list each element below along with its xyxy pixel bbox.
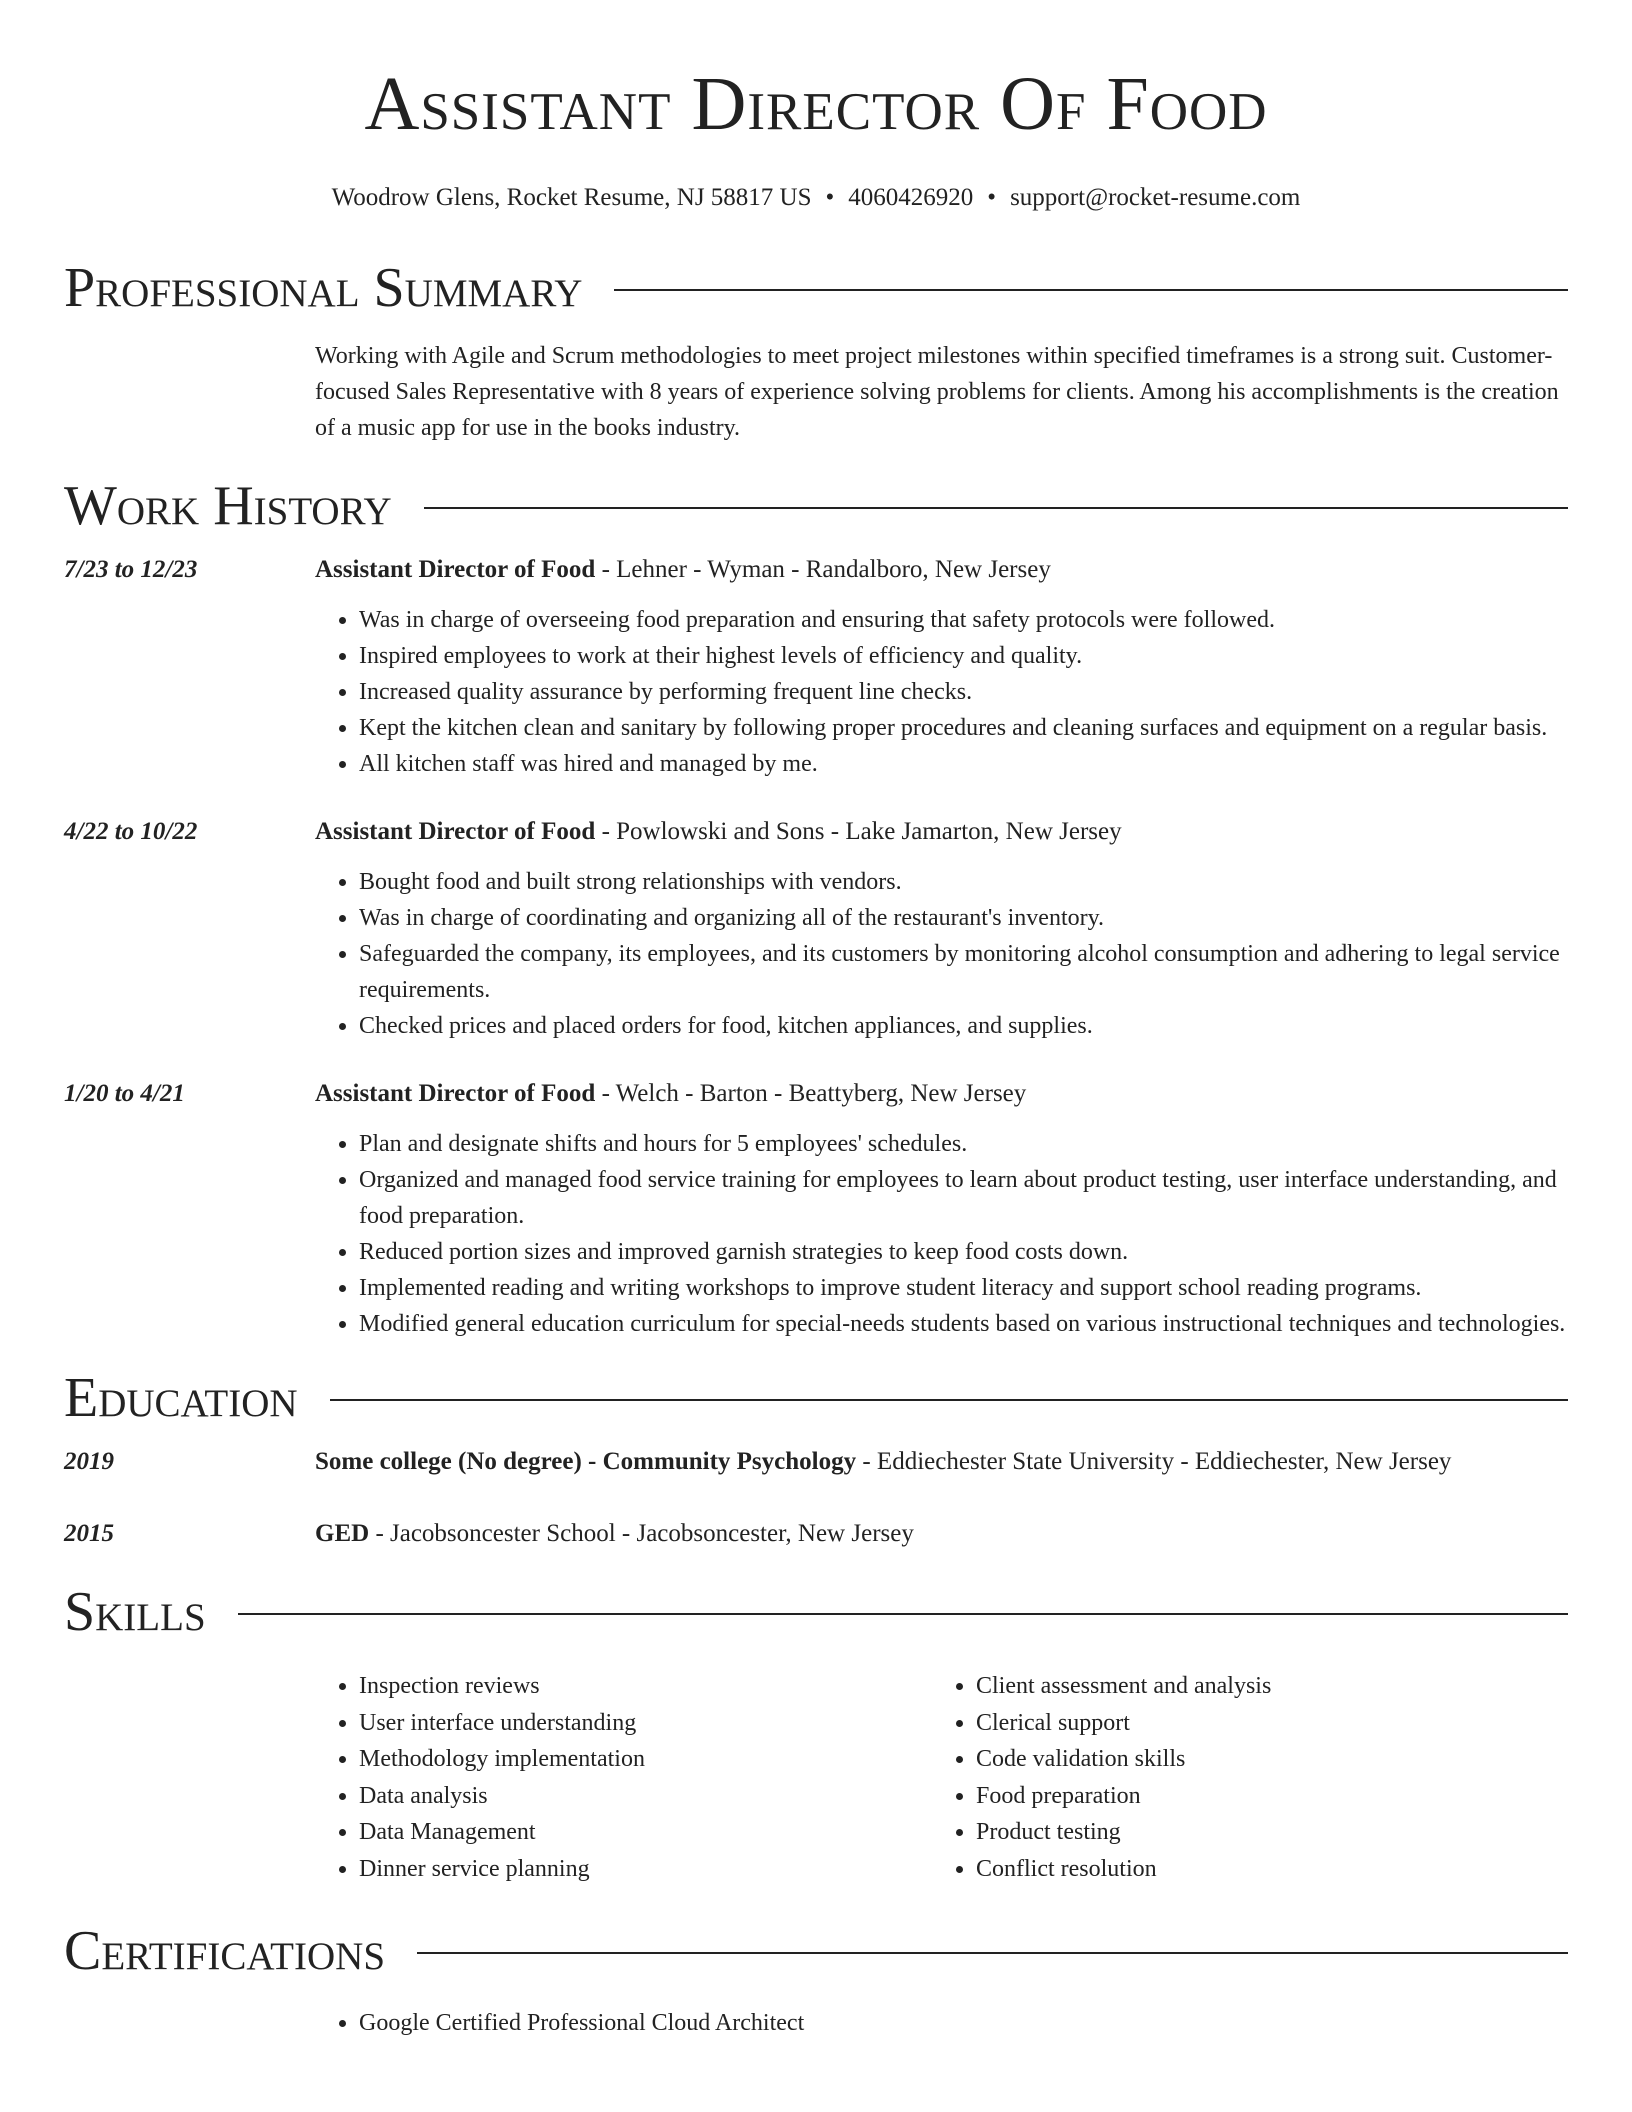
job-heading xyxy=(315,552,1568,588)
skills-left-spacer xyxy=(64,1668,315,1887)
list-item: • Product testing xyxy=(976,1814,1549,1851)
section-title-summary: Professional Summary xyxy=(64,257,583,319)
job-employer: - Powlowski and Sons - Lake Jamarton, New Jersey xyxy=(595,818,1122,845)
list-item: • Organized and managed food service training for employees to learn about product testing, user interface understanding, and food preparation. xyxy=(359,1162,1568,1234)
list-item: • All kitchen staff was hired and managed by me. xyxy=(359,746,1568,782)
summary-section xyxy=(64,256,1568,446)
job-entry xyxy=(64,814,1568,1044)
job-dates: 4/22 to 10/22 xyxy=(64,818,198,845)
job-bullets xyxy=(315,864,1568,1044)
list-item: • Methodology implementation xyxy=(359,1741,932,1778)
skills-column-right xyxy=(932,1668,1549,1887)
certifications-row xyxy=(64,2005,1568,2041)
job-entry xyxy=(64,1076,1568,1342)
job-employer: - Welch - Barton - Beattyberg, New Jersey xyxy=(595,1080,1027,1107)
skills-grid xyxy=(315,1668,1568,1887)
education-entry xyxy=(64,1444,1568,1480)
section-header xyxy=(64,256,1568,320)
section-header xyxy=(64,474,1568,538)
job-dates: 7/23 to 12/23 xyxy=(64,556,198,583)
education-school: - Eddiechester State University - Eddiechester, New Jersey xyxy=(856,1448,1452,1475)
education-degree: Some college (No degree) - Community Psychology xyxy=(315,1448,857,1475)
skills-section xyxy=(64,1580,1568,1887)
list-item: • Increased quality assurance by performing frequent line checks. xyxy=(359,674,1568,710)
list-item: • Safeguarded the company, its employees, and its customers by monitoring alcohol consumption and adhering to legal service requirements. xyxy=(359,936,1568,1008)
summary-row xyxy=(64,338,1568,446)
skills-row xyxy=(64,1668,1568,1887)
education-year: 2019 xyxy=(64,1448,114,1475)
work-history-section xyxy=(64,474,1568,1342)
list-item: • Conflict resolution xyxy=(976,1851,1549,1888)
resume-header xyxy=(64,0,1568,214)
section-divider xyxy=(614,289,1568,291)
section-title-education: Education xyxy=(64,1367,298,1429)
summary-text: Working with Agile and Scrum methodologies to meet project milestones within specified timeframes is a strong suit. Customer-focused Sales Representative with 8 years of experience solving problems for clients. Among his accomplishments is the creation of a music app for use in the books industry. xyxy=(315,343,1559,441)
contact-email: support@rocket-resume.com xyxy=(1010,184,1301,211)
list-item: • Plan and designate shifts and hours for 5 employees' schedules. xyxy=(359,1126,1568,1162)
section-header xyxy=(64,1919,1568,1983)
section-header xyxy=(64,1366,1568,1430)
candidate-name: Assistant Director Of Food xyxy=(364,62,1268,146)
education-heading xyxy=(315,1516,1568,1552)
list-item: • Was in charge of overseeing food preparation and ensuring that safety protocols were followed. xyxy=(359,602,1568,638)
job-employer: - Lehner - Wyman - Randalboro, New Jersey xyxy=(595,556,1051,583)
job-dates: 1/20 to 4/21 xyxy=(64,1080,185,1107)
list-item: • Was in charge of coordinating and organizing all of the restaurant's inventory. xyxy=(359,900,1568,936)
list-item: • Food preparation xyxy=(976,1778,1549,1815)
list-item: • Dinner service planning xyxy=(359,1851,932,1888)
job-bullets xyxy=(315,1126,1568,1342)
list-item: • User interface understanding xyxy=(359,1705,932,1742)
list-item: • Data Management xyxy=(359,1814,932,1851)
education-degree: GED xyxy=(315,1520,370,1547)
summary-left-spacer xyxy=(64,338,315,446)
certifications-section xyxy=(64,1919,1568,2041)
contact-line xyxy=(64,182,1568,214)
education-school: - Jacobsoncester School - Jacobsoncester, New Jersey xyxy=(369,1520,914,1547)
list-item: • Kept the kitchen clean and sanitary by following proper procedures and cleaning surfaces and equipment on a regular basis. xyxy=(359,710,1568,746)
job-heading xyxy=(315,1076,1568,1112)
list-item: • Implemented reading and writing workshops to improve student literacy and support school reading programs. xyxy=(359,1270,1568,1306)
list-item: • Google Certified Professional Cloud Architect xyxy=(359,2005,1568,2041)
job-role: Assistant Director of Food xyxy=(315,818,596,845)
section-header xyxy=(64,1580,1568,1644)
list-item: • Client assessment and analysis xyxy=(976,1668,1549,1705)
list-item: • Code validation skills xyxy=(976,1741,1549,1778)
job-heading xyxy=(315,814,1568,850)
section-divider xyxy=(424,507,1568,509)
contact-separator: • xyxy=(825,184,835,211)
list-item: • Checked prices and placed orders for food, kitchen appliances, and supplies. xyxy=(359,1008,1568,1044)
section-divider xyxy=(238,1613,1568,1615)
section-title-certifications: Certifications xyxy=(64,1920,386,1982)
contact-address: Woodrow Glens, Rocket Resume, NJ 58817 US xyxy=(331,184,812,211)
education-year: 2015 xyxy=(64,1520,114,1547)
job-role: Assistant Director of Food xyxy=(315,556,596,583)
certifications-list xyxy=(315,2005,1568,2041)
section-divider xyxy=(330,1399,1568,1401)
education-section xyxy=(64,1366,1568,1552)
education-heading xyxy=(315,1444,1568,1480)
section-title-skills: Skills xyxy=(64,1581,206,1643)
contact-separator: • xyxy=(987,184,997,211)
job-role: Assistant Director of Food xyxy=(315,1080,596,1107)
skills-column-left xyxy=(315,1668,932,1887)
list-item: • Data analysis xyxy=(359,1778,932,1815)
list-item: • Bought food and built strong relationships with vendors. xyxy=(359,864,1568,900)
job-bullets xyxy=(315,602,1568,782)
contact-phone: 4060426920 xyxy=(848,184,974,211)
list-item: • Clerical support xyxy=(976,1705,1549,1742)
section-title-work-history: Work History xyxy=(64,475,392,537)
education-entry xyxy=(64,1516,1568,1552)
job-entry xyxy=(64,552,1568,782)
section-divider xyxy=(417,1952,1568,1954)
list-item: • Reduced portion sizes and improved garnish strategies to keep food costs down. xyxy=(359,1234,1568,1270)
list-item: • Modified general education curriculum for special-needs students based on various instructional techniques and technologies. xyxy=(359,1306,1568,1342)
certifications-left-spacer xyxy=(64,2005,315,2041)
list-item: • Inspection reviews xyxy=(359,1668,932,1705)
list-item: • Inspired employees to work at their highest levels of efficiency and quality. xyxy=(359,638,1568,674)
